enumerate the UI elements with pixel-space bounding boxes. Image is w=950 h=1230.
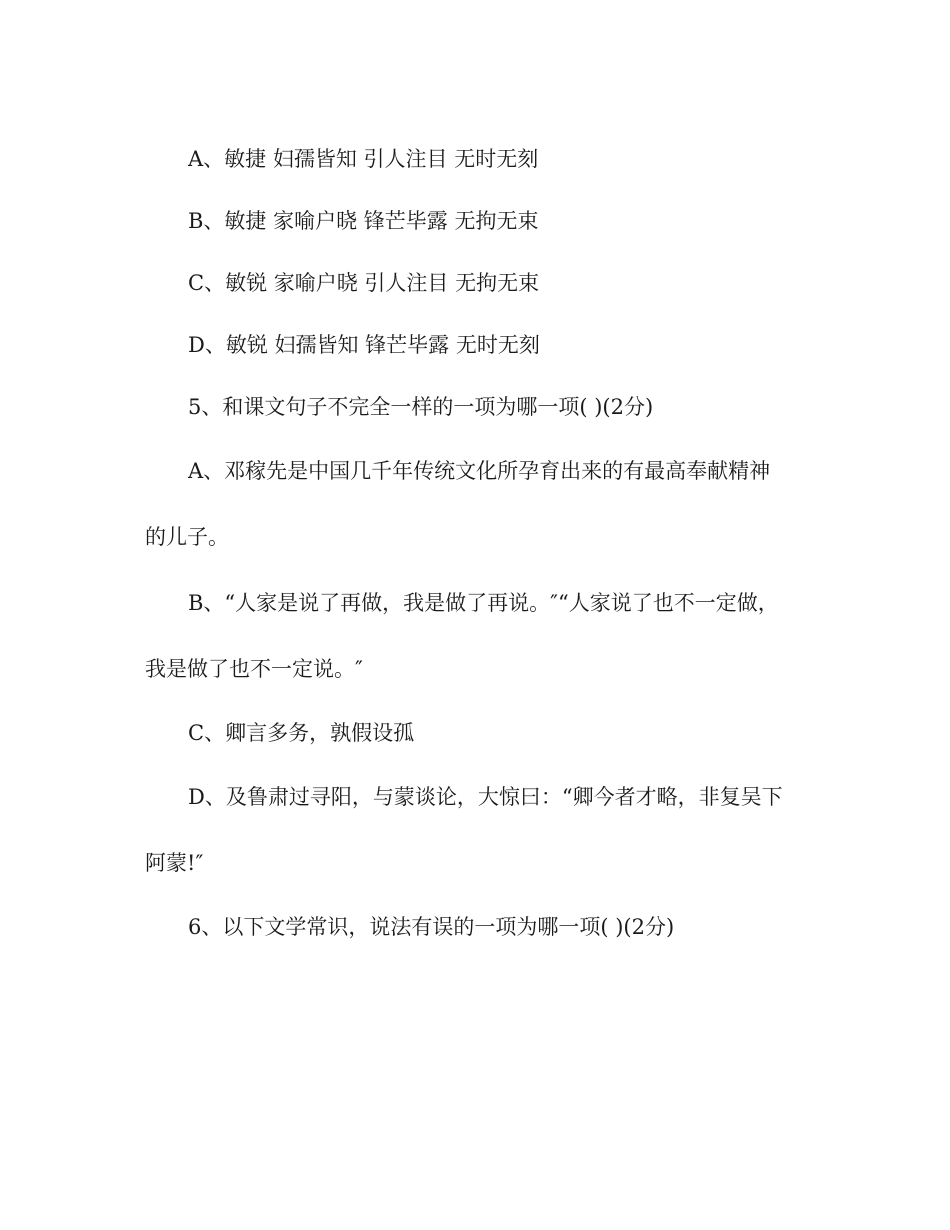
- option-5d-line-2: 阿蒙!″: [145, 851, 204, 875]
- option-4c: C、敏锐 家喻户晓 引人注目 无拘无束: [188, 271, 540, 295]
- option-5a-line-1: A、邓稼先是中国几千年传统文化所孕育出来的有最高奉献精神: [188, 459, 771, 483]
- option-4a: A、敏捷 妇孺皆知 引人注目 无时无刻: [188, 147, 539, 171]
- option-4d: D、敏锐 妇孺皆知 锋芒毕露 无时无刻: [188, 333, 540, 357]
- option-4b: B、敏捷 家喻户晓 锋芒毕露 无拘无束: [188, 209, 539, 233]
- option-5c: C、卿言多务，孰假设孤: [188, 721, 415, 745]
- option-5b-line-2: 我是做了也不一定说。″: [145, 657, 363, 681]
- document-body: [145, 128, 810, 958]
- option-5a-line-2: 的儿子。: [145, 525, 229, 549]
- question-6: 6、以下文学常识，说法有误的一项为哪一项( )(2分): [188, 915, 675, 939]
- option-5d-line-1: D、及鲁肃过寻阳，与蒙谈论，大惊曰：“卿今者才略，非复吴下: [188, 785, 783, 809]
- option-5b-line-1: B、“人家是说了再做，我是做了再说。″“人家说了也不一定做，: [188, 591, 779, 615]
- question-5: 5、和课文句子不完全一样的一项为哪一项( )(2分): [188, 395, 654, 419]
